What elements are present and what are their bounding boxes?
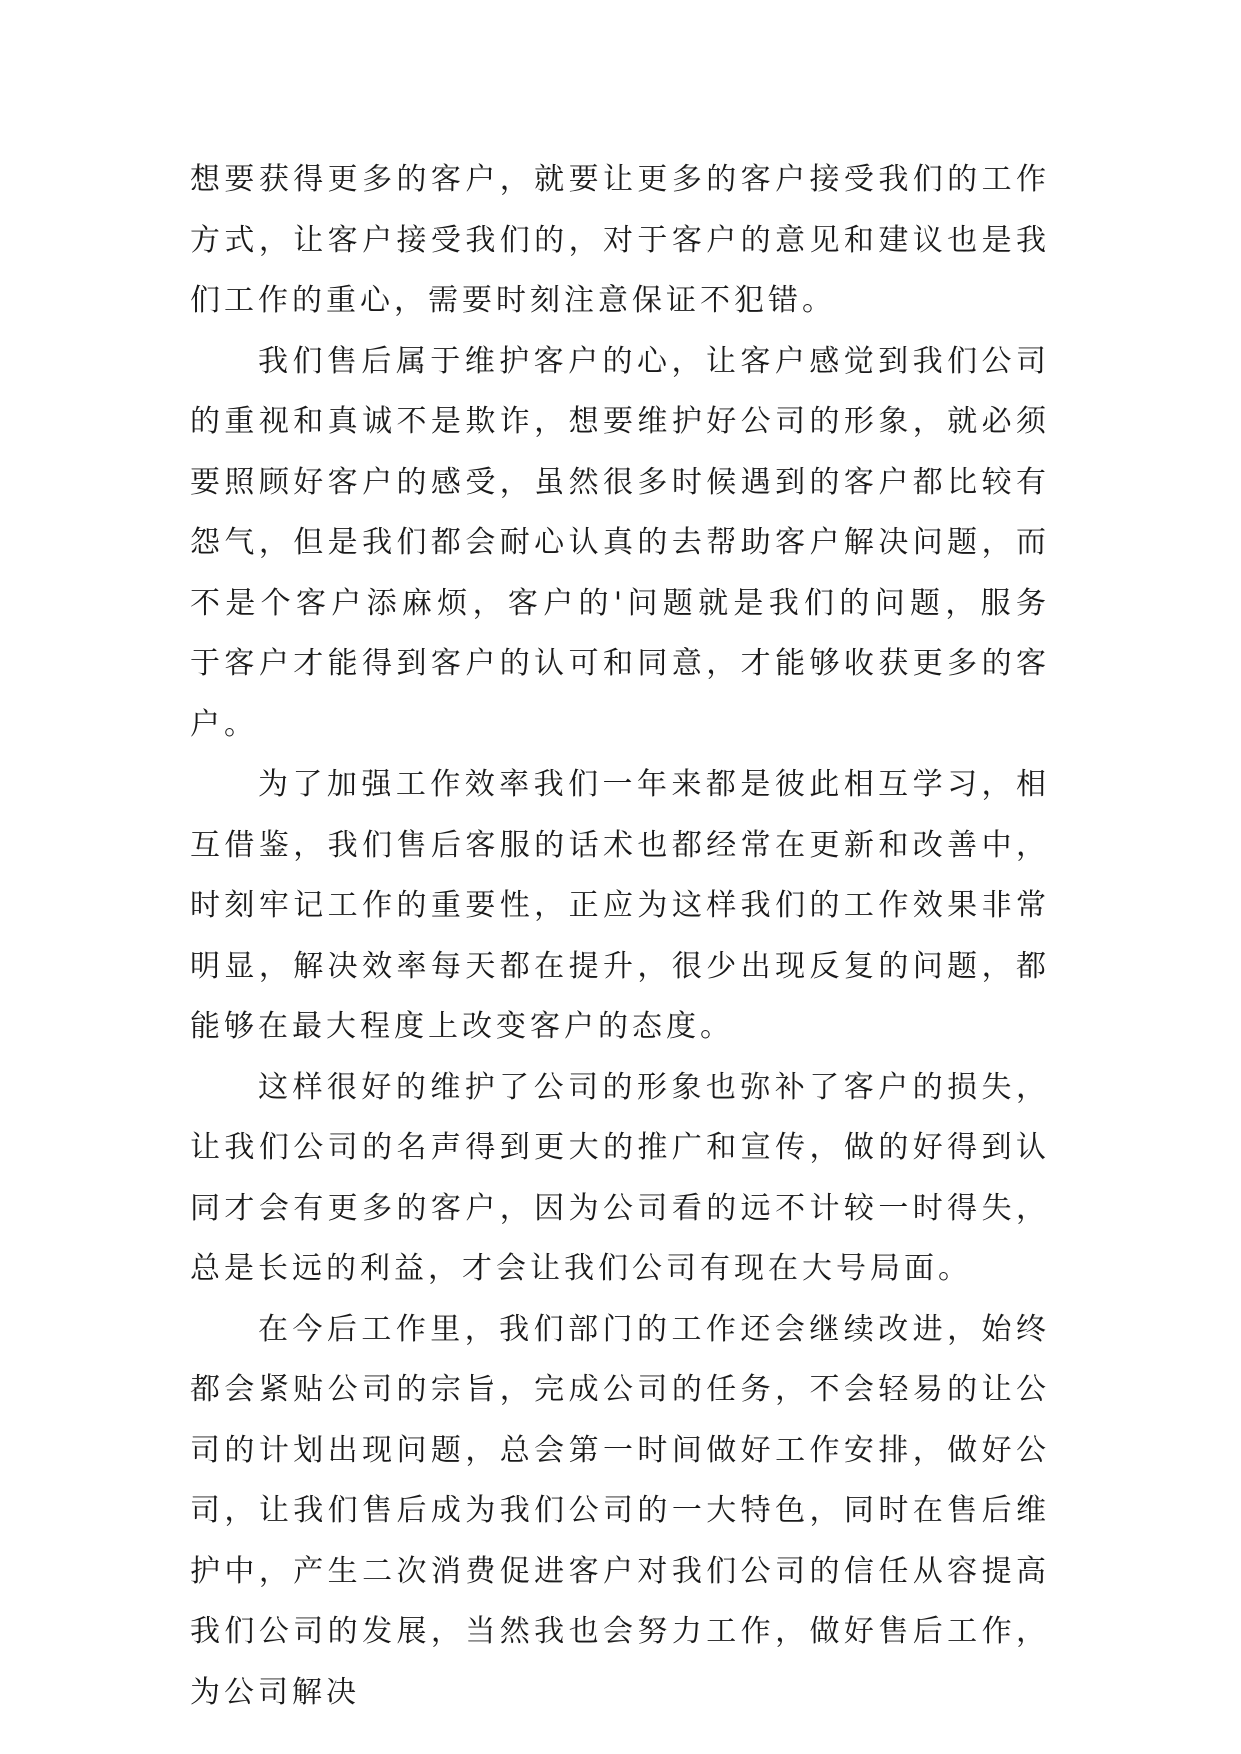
paragraph-4: 这样很好的维护了公司的形象也弥补了客户的损失，让我们公司的名声得到更大的推广和宣传，做的好得到认同才会有更多的客户，因为公司看的远不计较一时得失，总是长远的利益，才会让我们公司有现在大号局面。 [190, 1069, 1050, 1286]
paragraph-5: 在今后工作里，我们部门的工作还会继续改进，始终都会紧贴公司的宗旨，完成公司的任务，不会轻易的让公司的计划出现问题，总会第一时间做好工作安排，做好公司，让我们售后成为我们公司的一大特色，同时在售后维护中，产生二次消费促进客户对我们公司的信任从容提高我们公司的发展，当然我也会努力工作，做好售后工作，为公司解决 [190, 1311, 1050, 1710]
paragraph-2: 我们售后属于维护客户的心，让客户感觉到我们公司的重视和真诚不是欺诈，想要维护好公司的形象，就必须要照顾好客户的感受，虽然很多时候遇到的客户都比较有怨气，但是我们都会耐心认真的去帮助客户解决问题，而不是个客户添麻烦，客户的'问题就是我们的问题，服务于客户才能得到客户的认可和同意，才能够收获更多的客户。 [190, 343, 1050, 742]
document-body [190, 150, 1050, 1723]
paragraph-1: 想要获得更多的客户，就要让更多的客户接受我们的工作方式，让客户接受我们的，对于客户的意见和建议也是我们工作的重心，需要时刻注意保证不犯错。 [190, 162, 1050, 318]
paragraph-3: 为了加强工作效率我们一年来都是彼此相互学习，相互借鉴，我们售后客服的话术也都经常在更新和改善中，时刻牢记工作的重要性，正应为这样我们的工作效果非常明显，解决效率每天都在提升，很少出现反复的问题，都能够在最大程度上改变客户的态度。 [190, 767, 1050, 1044]
